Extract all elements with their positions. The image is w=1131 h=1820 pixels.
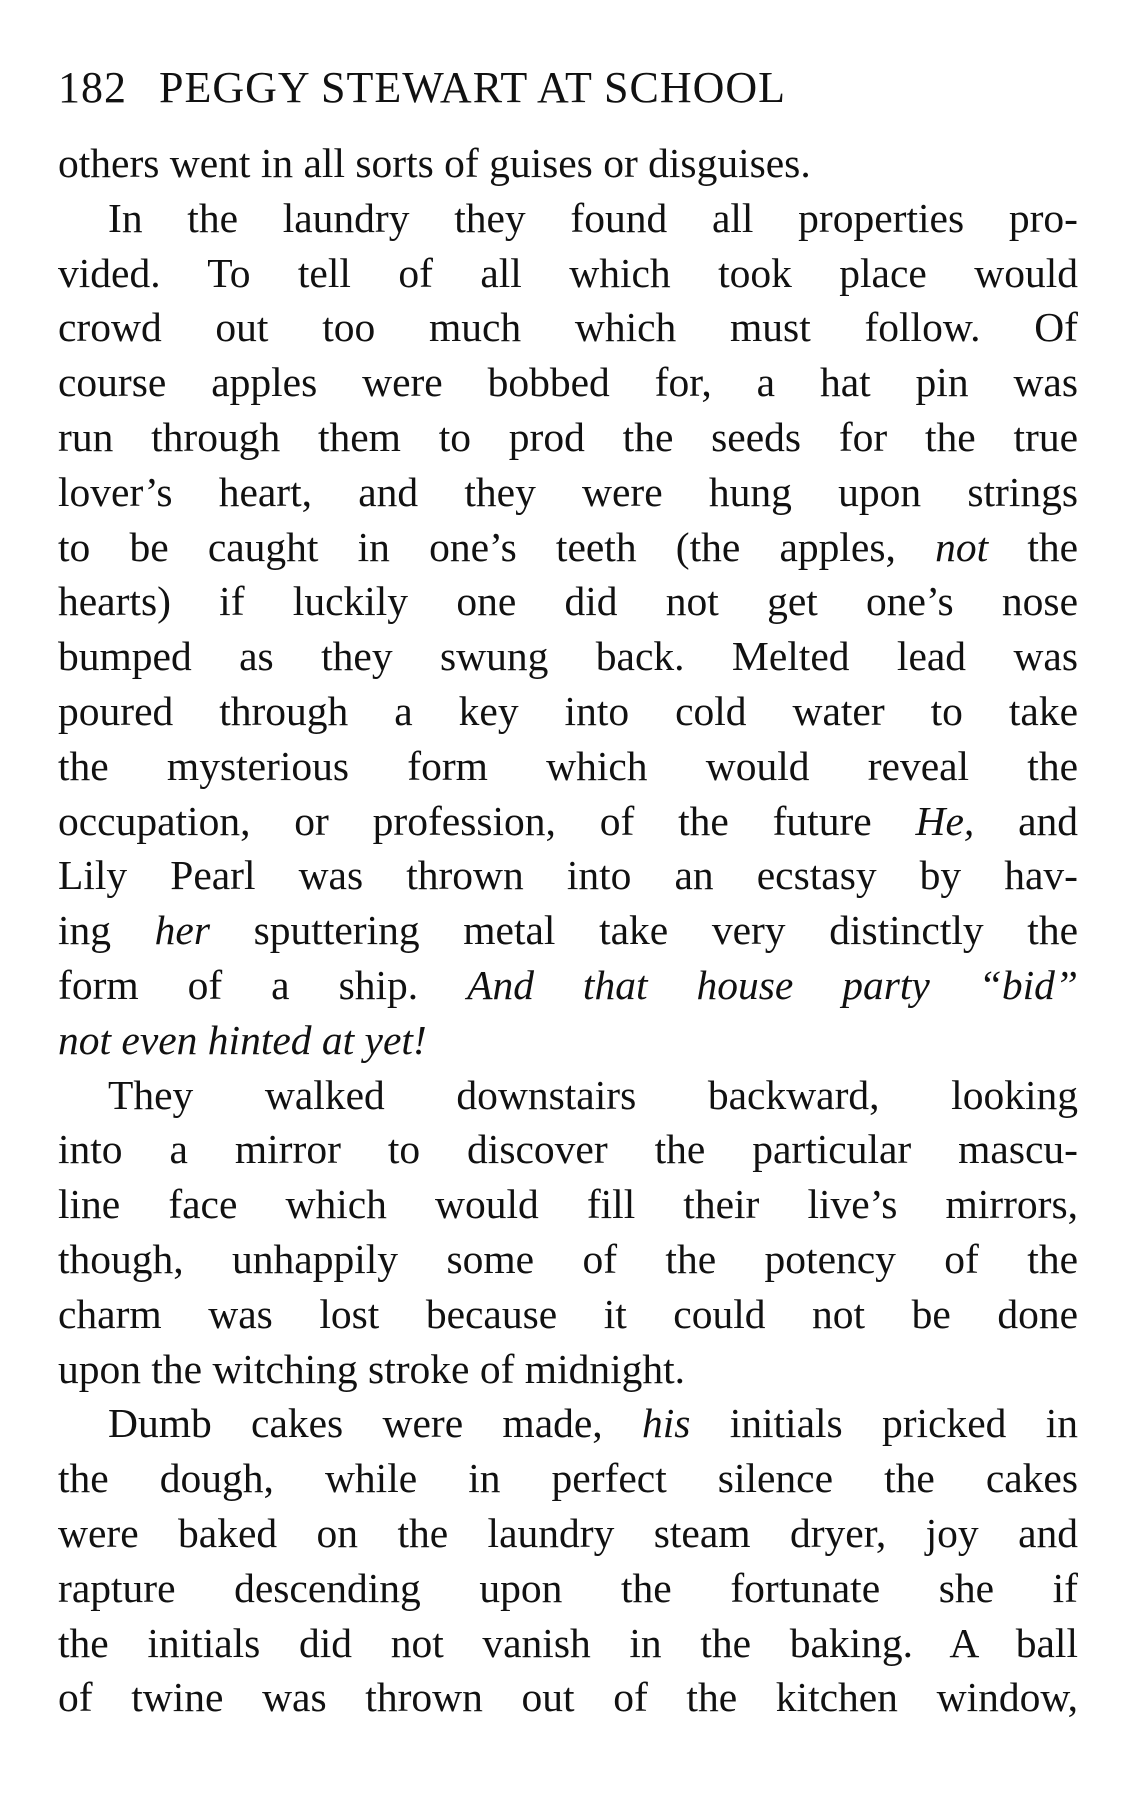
text-run: and [1018,797,1079,844]
text-run: initials pricked in [729,1400,1078,1447]
text-line: poured through a key into cold water to take [58,687,1078,734]
text-line: crowd out too much which must follow. Of [58,304,1078,351]
running-title: PEGGY STEWART AT SCHOOL [159,63,787,112]
text-line: into a mirror to discover the particular mascu- [58,1126,1078,1173]
running-head [58,40,1078,136]
text-line [58,794,1078,849]
text-line: bumped as they swung back. Melted lead was [58,633,1078,680]
text-line [58,1396,1078,1451]
text-line: charm was lost because it could not be done [58,1290,1078,1337]
italic-run: not even hinted at yet! [58,1016,427,1063]
text-line: hearts) if luckily one did not get one’s nose [58,578,1078,625]
text-line: though, unhappily some of the potency of the [58,1235,1078,1282]
text-line: of twine was thrown out of the kitchen window, [58,1674,1078,1721]
text-line: others went in all sorts of guises or disguises. [58,140,811,186]
text-line: lover’s heart, and they were hung upon strings [58,468,1078,515]
text-line: the dough, while in perfect silence the cakes [58,1455,1078,1502]
text-run: ing [58,907,112,954]
text-line [58,520,1078,575]
text-run: to be caught in one’s teeth (the apples, [58,523,896,570]
italic-run: not [935,523,989,570]
text-line: were baked on the laundry steam dryer, joy and [58,1509,1078,1556]
text-line: They walked downstairs backward, looking [108,1071,1078,1118]
text-line [58,903,1078,958]
text-line: rapture descending upon the fortunate she if [58,1564,1078,1611]
text-line [58,1013,1078,1068]
text-line: course apples were bobbed for, a hat pin was [58,359,1078,406]
page-number: 182 [58,63,127,112]
text-line: vided. To tell of all which took place would [58,249,1078,296]
text-line: run through them to prod the seeds for the true [58,413,1078,460]
text-line: the mysterious form which would reveal the [58,742,1078,789]
italic-run: And that house party “bid” [467,961,1078,1008]
text-line: the initials did not vanish in the baking. A ball [58,1619,1078,1666]
text-run: occupation, or profession, of the future [58,797,872,844]
italic-run: He, [915,797,975,844]
text-run: Dumb cakes were made, [108,1400,603,1447]
text-run: sputtering metal take very distinctly the [253,907,1078,954]
text-line: line face which would fill their live’s mirrors, [58,1181,1078,1228]
italic-run: her [154,907,210,954]
text-line: Lily Pearl was thrown into an ecstasy by hav- [58,852,1078,899]
text-line: In the laundry they found all properties pro- [108,194,1078,241]
book-page [58,40,1078,1725]
text-line: upon the witching stroke of midnight. [58,1345,686,1392]
body-text [58,136,1078,1725]
text-run: the [1027,523,1079,570]
text-run: form of a ship. [58,961,419,1008]
italic-run: his [641,1400,691,1447]
text-line [58,958,1078,1013]
